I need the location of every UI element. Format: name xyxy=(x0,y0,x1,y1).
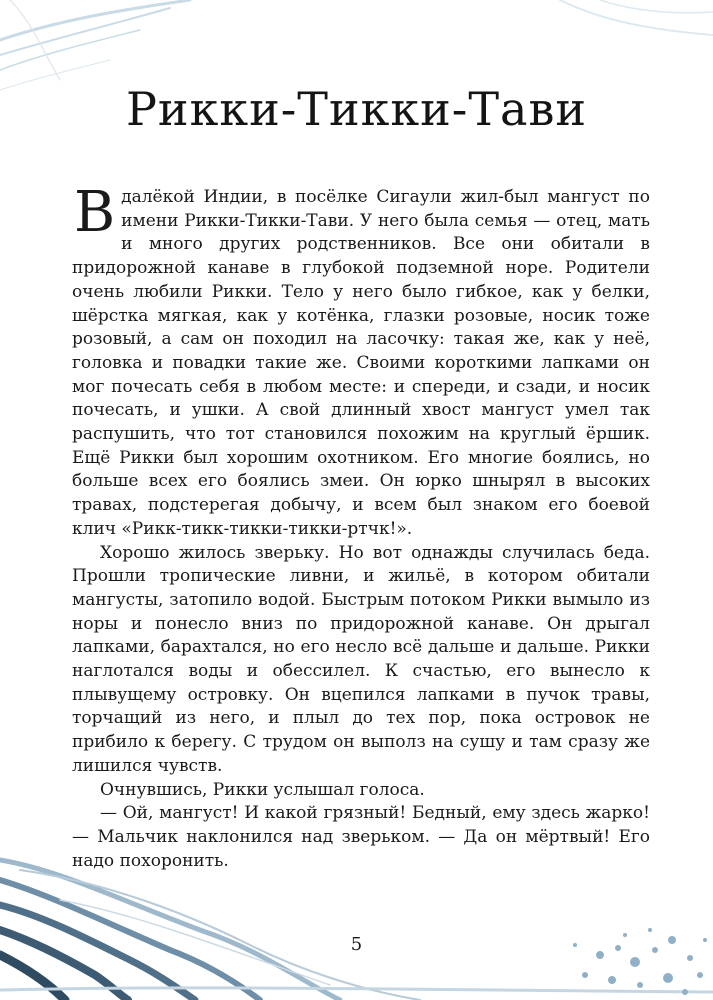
top-right-brush-strokes xyxy=(560,0,713,35)
paragraph: — Ой, мангуст! И какой грязный! Бедный, ему здесь жарко! — Мальчик наклонился над зверьком. — Да он мёртвый! Его надо похоронить. xyxy=(72,803,650,871)
paragraph-text: далёкой Индии, в посёлке Сигаули жил-был мангуст по имени Рикки-Тикки-Тави. У него была семья — отец, мать и много других родственников. Все они обитали в придорожной канаве в глубокой подземной норе. Родители очень любили Рикки. Тело у него было гибкое, как у белки, шёрстка мягкая, как у котёнка, глазки розовые, носик тоже розовый, а сам он походил на ласочку: такая же, как у неё, головка и повадки такие же. Своими короткими лапками он мог почесать себя в любом месте: и спереди, и сзади, и носик почесать, и ушки. А свой длинный хвост мангуст умел так распушить, что тот становился похожим на круглый ёршик. Ещё Рикки был хорошим охотником. Его многие боялись, но больше всех его боялись змеи. Он юрко шнырял в высоких травах, подстерегая добычу, и всем был знаком его боевой клич «Рикк-тикк-тикки-тикки-ртчк!». xyxy=(72,187,650,539)
bottom-water-strokes xyxy=(0,860,713,1000)
story-text xyxy=(72,180,650,873)
paragraph: Хорошо жилось зверьку. Но вот однажды случилась беда. Прошли тропические ливни, и жильё, в котором обитали мангусты, затопило водой. Быстрым потоком Рикки вымыло из норы и понесло вниз по придорожной канаве. Он дрыгал лапками, барахтался, но его несло всё дальше и дальше. Рикки наглотался воды и обессилел. К счастью, его вынесло к плывущему островку. Он вцепился лапками в пучок травы, торчащий из него, и плыл до тех пор, пока островок не прибило к берегу. С трудом он выполз на сушу и там сразу же лишился чувств. xyxy=(72,542,650,776)
paragraph xyxy=(72,180,650,542)
top-left-brush-strokes xyxy=(0,0,190,90)
page-title: Рикки-Тикки-Тави xyxy=(125,82,588,136)
paragraph: Очнувшись, Рикки услышал голоса. xyxy=(100,779,425,800)
page-number: 5 xyxy=(350,934,363,955)
drop-cap: В xyxy=(74,180,116,245)
